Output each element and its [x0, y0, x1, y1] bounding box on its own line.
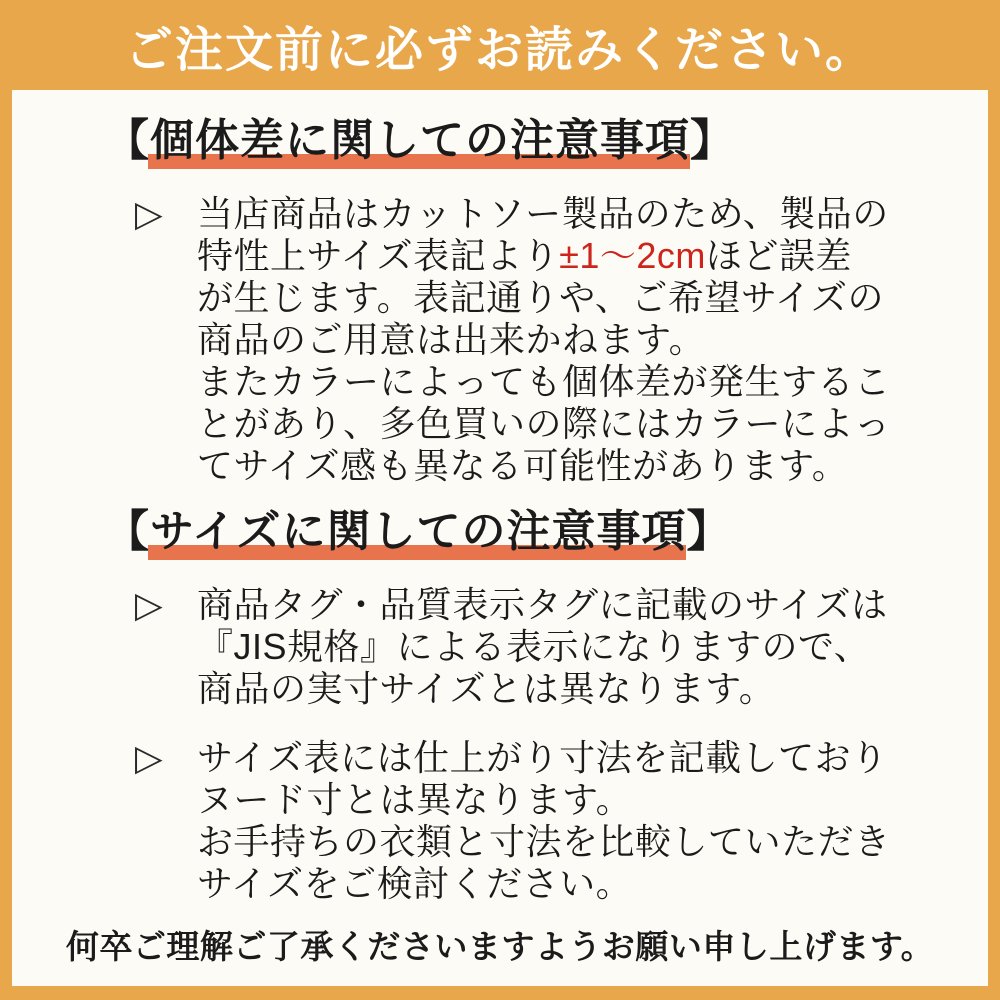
footer-message: 何卒ご理解ご了承くださいますようお願い申し上げます。 [65, 928, 935, 965]
text-line: てサイズ感も異なる可能性があります。 [197, 445, 849, 486]
bracket-close: 】 [686, 507, 732, 556]
triangle-bullet-icon: ▷ [135, 193, 163, 234]
triangle-bullet-icon: ▷ [135, 584, 163, 625]
text-segment: 特性上サイズ表記より [197, 235, 560, 276]
top-banner-title: ご注文前に必ずお読みください。 [124, 23, 875, 77]
text-line: 商品のご用意は出来かねます。 [197, 319, 706, 360]
section2-heading-text: サイズに関しての注意事項 [150, 507, 687, 556]
text-line [197, 235, 891, 277]
text-line: またカラーによっても個体差が発生するこ [197, 361, 891, 402]
notice-text [197, 737, 891, 905]
notice-text [197, 584, 888, 710]
text-line: とがあり、多色買いの際にはカラーによっ [197, 403, 891, 444]
notice-text [197, 193, 891, 487]
text-line: サイズ表には仕上がり寸法を記載しており [197, 737, 888, 778]
section-heading-size [105, 507, 988, 557]
notice-item-jis-standard [135, 584, 988, 710]
text-line: お手持ちの衣類と寸法を比較していただき [197, 821, 891, 862]
section-heading-individual-differences [105, 116, 988, 166]
text-line: サイズをご検討ください。 [197, 863, 633, 904]
text-line: 当店商品はカットソー製品のため、製品の [197, 193, 889, 234]
content-panel [12, 90, 988, 986]
bracket-close: 】 [690, 116, 735, 165]
notice-item-individual-differences [135, 193, 988, 487]
bracket-open: 【 [105, 116, 150, 165]
tolerance-red-text: ±1〜2cm [559, 235, 706, 276]
text-line: 商品タグ・品質表示タグに記載のサイズは [197, 584, 888, 625]
text-line: が生じます。表記通りや、ご希望サイズの [197, 277, 885, 318]
bracket-open: 【 [105, 507, 150, 556]
text-segment: ほど誤差 [705, 235, 852, 276]
text-line: ヌード寸とは異なります。 [197, 779, 633, 820]
notice-item-measurement [135, 737, 988, 905]
section1-heading-text: 個体差に関しての注意事項 [150, 116, 690, 165]
top-banner [0, 0, 1000, 90]
text-line: 『JIS規格』による表示になりますので、 [197, 626, 871, 667]
text-line: 商品の実寸サイズとは異なります。 [197, 668, 776, 709]
triangle-bullet-icon: ▷ [135, 737, 163, 778]
